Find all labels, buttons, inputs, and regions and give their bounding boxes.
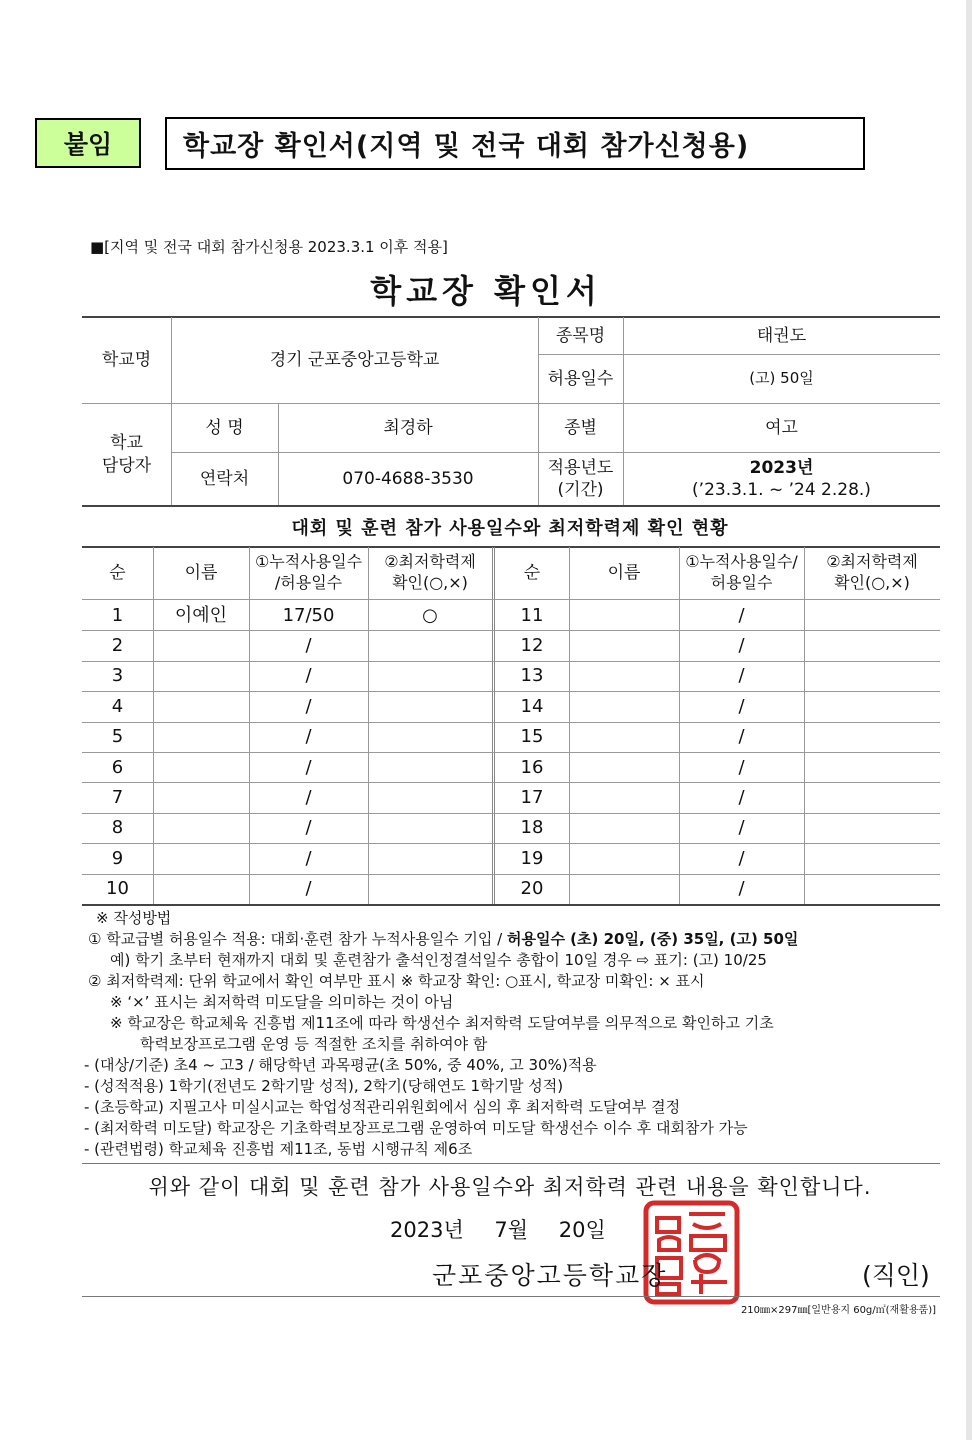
table-cell-name: [153, 843, 249, 873]
col-header-no: 순: [109, 562, 126, 583]
table-cell-no2: 19: [520, 847, 544, 869]
table-cell-days2: /: [738, 634, 745, 656]
table-cell-no: 6: [111, 756, 124, 778]
table-cell-check: [368, 722, 492, 752]
table-cell-check2: [804, 782, 940, 812]
table-cell-check2: [804, 813, 940, 843]
table-cell-no: 4: [111, 695, 124, 717]
table-cell-name: [153, 630, 249, 660]
table-cell-check: [368, 661, 492, 691]
table-cell-name: [153, 752, 249, 782]
table-cell-no: 9: [111, 847, 124, 869]
year-label: 적용년도 (기간): [547, 457, 614, 500]
note-2-a: ※ ‘×’ 표시는 최저학력 미도달을 의미하는 것이 아님: [110, 993, 454, 1011]
table-cell-check2: [804, 661, 940, 691]
table-cell-no2: 11: [520, 604, 544, 626]
table-cell-check: ○: [422, 604, 438, 626]
confirmation-statement: 위와 같이 대회 및 훈련 참가 사용일수와 최저학력 관련 내용을 확인합니다.: [148, 1175, 872, 1199]
table-cell-check2: [804, 874, 940, 904]
table-cell-days: /: [305, 817, 312, 839]
allowed-days-value: (고) 50일: [749, 369, 814, 388]
table-cell-days: /: [305, 634, 312, 656]
col-header-days: ①누적사용일수 /허용일수: [254, 552, 363, 592]
note-2-b: ※ 학교장은 학교체육 진흥법 제11조에 따라 학생선수 최저학력 도달여부를 의무적으로 확인하고 기초: [110, 1014, 774, 1032]
detail-2: - (성적적용) 1학기(전년도 2학기말 성적), 2학기(당해연도 1학기말 성적): [84, 1077, 564, 1095]
table-cell-no2: 14: [520, 695, 544, 717]
table-cell-no2: 13: [520, 665, 544, 687]
principal-name: 군포중앙고등학교장: [432, 1261, 668, 1290]
table-cell-name2: [569, 874, 679, 904]
detail-4: - (최저학력 미도달) 학교장은 기초학력보장프로그램 운영하여 미도달 학생선수 이수 후 대회참가 가능: [84, 1119, 748, 1137]
detail-5: - (관련법령) 학교체육 진흥법 제11조, 동법 시행규칙 제6조: [84, 1140, 473, 1158]
table-cell-check: [368, 782, 492, 812]
table-cell-no: 3: [111, 665, 124, 687]
table-cell-days: /: [305, 695, 312, 717]
table-cell-no2: 17: [520, 786, 544, 808]
table-cell-no2: 18: [520, 817, 544, 839]
table-cell-check: [368, 874, 492, 904]
table-cell-days2: /: [738, 756, 745, 778]
section-title: 대회 및 훈련 참가 사용일수와 최저학력제 확인 현황: [291, 518, 729, 539]
gender-label: 종별: [564, 417, 597, 438]
table-cell-no: 8: [111, 817, 124, 839]
table-cell-check2: [804, 722, 940, 752]
table-cell-check: [368, 752, 492, 782]
col-header-no-2: 순: [523, 562, 541, 583]
table-cell-check2: [804, 691, 940, 721]
table-cell-name2: [569, 722, 679, 752]
table-cell-days: /: [305, 878, 312, 900]
detail-3: - (초등학교) 지필고사 미실시교는 학업성적관리위원회에서 심의 후 최저학력 도달여부 결정: [84, 1098, 681, 1116]
col-header-name-2: 이름: [607, 562, 641, 583]
note-2-b-cont: 학력보장프로그램 운영 등 적절한 조치를 취하여야 함: [140, 1035, 488, 1053]
col-header-check: ②최저학력제 확인(○,×): [384, 552, 476, 592]
table-cell-days2: /: [738, 726, 745, 748]
table-cell-check: [368, 813, 492, 843]
table-cell-days2: /: [738, 847, 745, 869]
table-cell-days: /: [305, 665, 312, 687]
sport-label: 종목명: [555, 325, 606, 346]
table-cell-check: [368, 843, 492, 873]
col-header-days-2: ①누적사용일수/ 허용일수: [685, 552, 798, 592]
name-label: 성 명: [205, 417, 244, 438]
attachment-tag: 붙임: [35, 118, 141, 168]
table-cell-no: 7: [111, 786, 124, 808]
school-label: 학교명: [101, 350, 152, 371]
table-cell-name2: [569, 843, 679, 873]
table-cell-name2: [569, 661, 679, 691]
table-cell-name: [153, 782, 249, 812]
table-cell-name: [153, 661, 249, 691]
notes-heading: ※ 작성방법: [96, 909, 172, 927]
manager-label: 학교 담당자: [101, 433, 152, 476]
table-cell-days2: /: [738, 817, 745, 839]
table-cell-no: 1: [111, 604, 124, 626]
table-cell-days: /: [305, 726, 312, 748]
school-value: 경기 군포중앙고등학교: [269, 350, 440, 371]
confirmation-date: 2023년 7월 20일: [390, 1218, 606, 1242]
paper-spec: 210㎜×297㎜[일반용지 60g/㎡(재활용품)]: [740, 1305, 936, 1316]
seal-label: (직인): [862, 1261, 930, 1290]
note-2: ② 최저학력제: 단위 학교에서 확인 여부만 표시 ※ 학교장 확인: ○표시, 학교장 미확인: × 표시: [88, 972, 705, 990]
col-header-check-2: ②최저학력제 확인(○,×): [826, 552, 918, 592]
table-cell-days2: /: [738, 695, 745, 717]
table-cell-days: /: [305, 756, 312, 778]
table-cell-name: [153, 722, 249, 752]
table-cell-name2: [569, 630, 679, 660]
table-cell-days2: /: [738, 665, 745, 687]
table-cell-days2: /: [738, 786, 745, 808]
contact-value: 070-4688-3530: [342, 468, 474, 489]
table-cell-no: 10: [106, 878, 129, 900]
allowed-days-label: 허용일수: [547, 368, 614, 389]
col-header-name: 이름: [184, 562, 218, 583]
table-cell-name2: [569, 813, 679, 843]
table-cell-check2: [804, 843, 940, 873]
table-cell-name2: [569, 600, 679, 630]
writing-notes: [84, 908, 799, 1160]
table-cell-name2: [569, 752, 679, 782]
table-cell-days: 17/50: [282, 604, 335, 626]
sport-value: 태권도: [756, 325, 807, 346]
table-cell-check: [368, 691, 492, 721]
table-cell-no2: 12: [520, 634, 544, 656]
gender-value: 여고: [765, 417, 798, 438]
note-1-example: 예) 학기 초부터 현재까지 대회 및 훈련참가 출석인정결석일수 총합이 10일 경우 ⇨ 표기: (고) 10/25: [110, 951, 767, 969]
detail-1: - (대상/기준) 초4 ~ 고3 / 해당학년 과목평균(초 50%, 중 40%, 고 30%)적용: [84, 1056, 597, 1074]
table-cell-name2: [569, 782, 679, 812]
scope-note: ■[지역 및 전국 대회 참가신청용 2023.3.1 이후 적용]: [90, 238, 448, 256]
table-cell-days: /: [305, 847, 312, 869]
year-value: 2023년 (’23.3.1. ~ ’24 2.28.): [692, 457, 871, 500]
contact-label: 연락처: [199, 468, 250, 489]
table-cell-no2: 20: [520, 878, 544, 900]
table-cell-name: 이예인: [174, 604, 228, 626]
table-cell-name2: [569, 691, 679, 721]
table-cell-check2: [804, 752, 940, 782]
table-cell-days2: /: [738, 878, 745, 900]
table-cell-check: [368, 630, 492, 660]
header-title: 학교장 확인서(지역 및 전국 대회 참가신청용): [165, 117, 865, 170]
table-cell-no: 2: [111, 634, 124, 656]
table-cell-no2: 16: [520, 756, 544, 778]
table-cell-name: [153, 813, 249, 843]
table-cell-days: /: [305, 786, 312, 808]
table-cell-days2: /: [738, 604, 745, 626]
table-cell-check2: [804, 630, 940, 660]
page-edge: [966, 0, 972, 1440]
table-cell-check2: [804, 600, 940, 630]
table-cell-no: 5: [111, 726, 124, 748]
note-1: ① 학교급별 허용일수 적용: 대회·훈련 참가 누적사용일수 기입 / 허용일수 (초) 20일, (중) 35일, (고) 50일: [88, 930, 799, 948]
table-cell-name: [153, 691, 249, 721]
table-cell-no2: 15: [520, 726, 544, 748]
name-value: 최경하: [383, 417, 433, 438]
page-title: 학교장 확인서: [370, 272, 602, 310]
table-cell-name: [153, 874, 249, 904]
